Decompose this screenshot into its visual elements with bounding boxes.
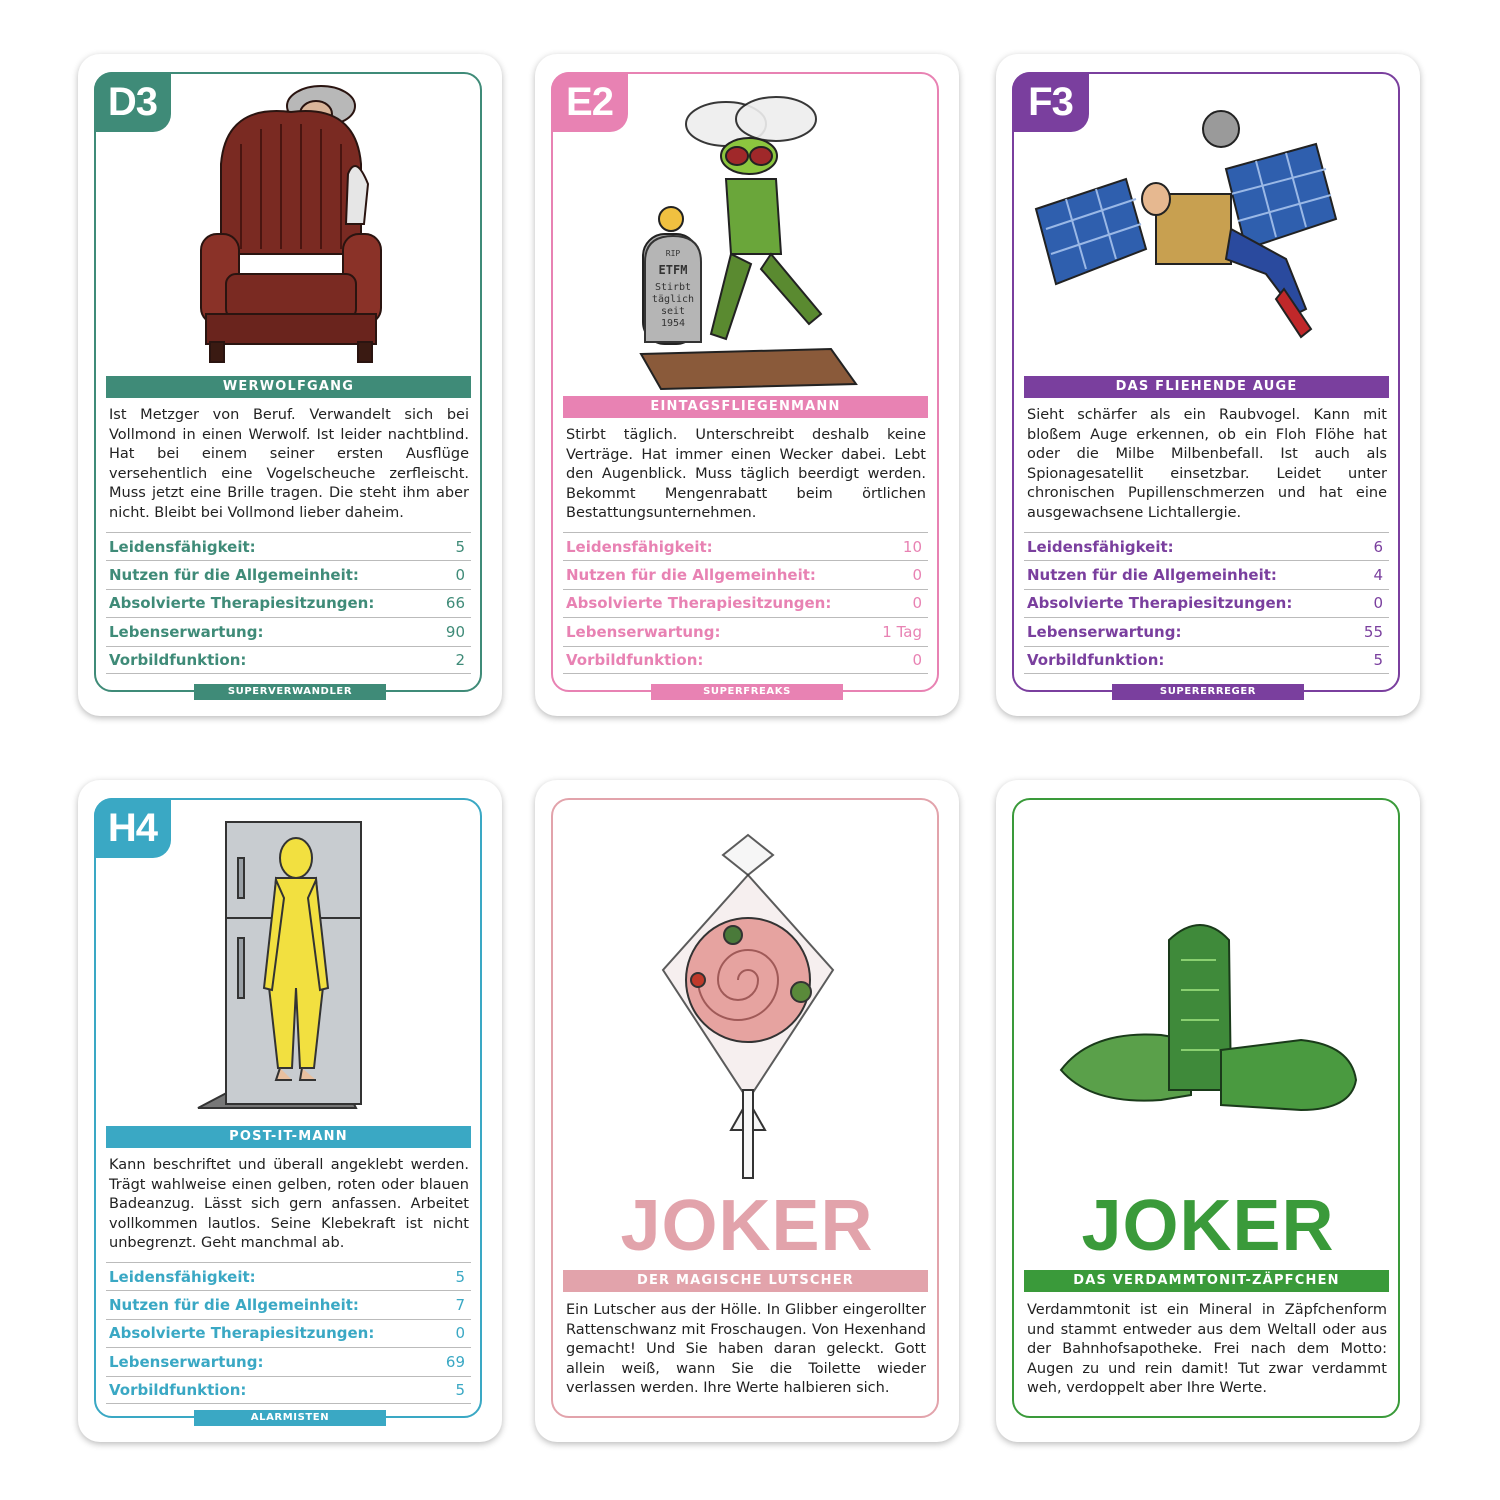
stat-row[interactable] (1024, 560, 1389, 588)
stat-row[interactable] (1024, 646, 1389, 674)
stat-row[interactable] (106, 1262, 471, 1290)
armchair-illustration (196, 84, 386, 364)
stat-row[interactable] (106, 560, 471, 588)
stat-row[interactable] (106, 1347, 471, 1375)
stats-list (563, 532, 928, 674)
category-tag: SUPERFREAKS (651, 684, 843, 700)
stat-label: Lebenserwartung: (109, 1352, 264, 1371)
stat-label: Vorbildfunktion: (1027, 650, 1165, 669)
stat-value: 6 (1373, 537, 1383, 556)
stat-value: 5 (455, 1267, 465, 1286)
card-code-badge: D3 (94, 72, 171, 132)
stat-row[interactable] (1024, 532, 1389, 560)
card-description: Kann beschriftet und überall angeklebt werden. Trägt wahlweise einen gelben, roten oder blauen Badeanzug. Lässt sich gern anfassen. Arbeitet vollkommen lautlos. Seine Klebekraft ist nicht unbegrenzt. Geht manchmal ab. (109, 1157, 469, 1251)
stat-label: Vorbildfunktion: (109, 1380, 247, 1399)
tombstone-line: täglich (651, 294, 695, 305)
stat-label: Lebenserwartung: (109, 622, 264, 641)
stat-value: 5 (455, 537, 465, 556)
stat-value: 1 Tag (882, 622, 922, 641)
suppository-illustration (1051, 920, 1371, 1120)
tombstone-line: Stirbt (654, 282, 692, 293)
stat-label: Absolvierte Therapiesitzungen: (566, 594, 832, 613)
stat-label: Lebenserwartung: (566, 622, 721, 641)
stat-row[interactable] (563, 532, 928, 560)
category-tag: SUPERERREGER (1112, 684, 1304, 700)
card-description: Stirbt täglich. Unterschreibt deshalb keine Verträge. Hat immer einen Wecker dabei. Lebt den Augenblick. Muss täglich beerdigt werden. Bekommt Mengenrabatt beim örtlichen Bestattungsunternehmen. (566, 427, 926, 521)
card-name: POST-IT-MANN (106, 1126, 471, 1148)
stat-row[interactable] (563, 617, 928, 645)
card-joker-suppository[interactable] (996, 780, 1420, 1442)
stat-value: 0 (912, 650, 922, 669)
stat-row[interactable] (106, 589, 471, 617)
tombstone-line: ETFM (658, 263, 688, 277)
stats-list (1024, 532, 1389, 674)
card-description: Verdammtonit ist ein Mineral in Zäpfchenform und stammt entweder aus dem Weltall oder aus der Bahnhofsapotheke. Frei nach dem Motto: Augen zu und rein damit! Tut zwar verdammt weh, verdoppelt aber Ihre Werte. (1027, 1302, 1387, 1396)
card-d3[interactable] (78, 54, 502, 716)
tombstone-line: seit (660, 306, 686, 317)
stat-label: Vorbildfunktion: (109, 650, 247, 669)
stat-value: 5 (455, 1380, 465, 1399)
stat-value: 7 (455, 1296, 465, 1315)
stat-row[interactable] (106, 532, 471, 560)
stat-label: Nutzen für die Allgemeinheit: (1027, 566, 1277, 585)
card-code-badge: F3 (1012, 72, 1089, 132)
stat-value: 69 (445, 1352, 465, 1371)
tombstone (643, 234, 703, 344)
card-name: WERWOLFGANG (106, 376, 471, 398)
card-joker-lollipop[interactable] (535, 780, 959, 1442)
fridge-postit-illustration (196, 818, 376, 1118)
stat-value: 0 (912, 594, 922, 613)
stat-value: 0 (1373, 594, 1383, 613)
satellite-hero-illustration (1026, 109, 1366, 349)
stat-value: 2 (455, 650, 465, 669)
stat-row[interactable] (106, 617, 471, 645)
stat-value: 0 (455, 566, 465, 585)
category-tag: ALARMISTEN (194, 1410, 386, 1426)
card-code-badge: E2 (551, 72, 628, 132)
stat-label: Leidensfähigkeit: (566, 537, 713, 556)
stat-row[interactable] (1024, 589, 1389, 617)
lollipop-illustration (653, 830, 843, 1180)
card-description: Ein Lutscher aus der Hölle. In Glibber eingerollter Rattenschwanz mit Froschaugen. Von Hexenhand gemacht! Und Sie haben daran geleckt. Gott allein weiß, wann Sie die Toilette wieder verlassen werden. Ihre Werte halbieren sich. (566, 1302, 926, 1396)
stat-row[interactable] (563, 560, 928, 588)
stat-row[interactable] (106, 646, 471, 674)
stat-label: Absolvierte Therapiesitzungen: (109, 594, 375, 613)
stat-row[interactable] (106, 1290, 471, 1318)
stat-value: 55 (1363, 622, 1383, 641)
stats-list (106, 1262, 471, 1404)
stat-label: Nutzen für die Allgemeinheit: (566, 566, 816, 585)
stat-label: Leidensfähigkeit: (1027, 537, 1174, 556)
stat-value: 90 (445, 622, 465, 641)
stat-label: Vorbildfunktion: (566, 650, 704, 669)
card-description: Ist Metzger von Beruf. Verwandelt sich bei Vollmond in einen Werwolf. Ist leider nachtblind. Hat bei einem seiner ersten Ausflüge versehentlich eine Vogelscheuche zerfleischt. Muss jetzt eine Brille tragen. Die steht ihm aber nicht. Bleibt bei Vollmond lieber daheim. (109, 407, 469, 521)
stat-value: 0 (912, 566, 922, 585)
tombstone-line: 1954 (660, 318, 686, 329)
tombstone-line: RIP (665, 249, 681, 258)
stat-label: Nutzen für die Allgemeinheit: (109, 1296, 359, 1315)
stat-row[interactable] (106, 1376, 471, 1404)
card-e2[interactable] (535, 54, 959, 716)
stats-list (106, 532, 471, 674)
category-tag: SUPERVERWANDLER (194, 684, 386, 700)
joker-title: JOKER (620, 1186, 874, 1266)
card-h4[interactable] (78, 780, 502, 1442)
stat-row[interactable] (106, 1319, 471, 1347)
stat-value: 5 (1373, 650, 1383, 669)
card-name: DAS FLIEHENDE AUGE (1024, 376, 1389, 398)
stat-row[interactable] (563, 589, 928, 617)
card-code-badge: H4 (94, 798, 171, 858)
joker-title: JOKER (1081, 1186, 1335, 1266)
stat-label: Leidensfähigkeit: (109, 537, 256, 556)
stat-row[interactable] (563, 646, 928, 674)
card-description: Sieht schärfer als ein Raubvogel. Kann mit bloßem Auge erkennen, ob ein Floh Flöhe hat oder die Milbe Milbenbefall. Ist auch als Spionagesatellit einsetzbar. Leidet unter chronischen Pupillenschmerzen und hat eine ausgewachsene Lichtallergie. (1027, 407, 1387, 521)
stat-value: 0 (455, 1324, 465, 1343)
stat-label: Absolvierte Therapiesitzungen: (1027, 594, 1293, 613)
stat-label: Absolvierte Therapiesitzungen: (109, 1324, 375, 1343)
card-f3[interactable] (996, 54, 1420, 716)
stat-value: 4 (1373, 566, 1383, 585)
card-name: DER MAGISCHE LUTSCHER (563, 1270, 928, 1292)
stat-value: 66 (445, 594, 465, 613)
card-name: DAS VERDAMMTONIT-ZÄPFCHEN (1024, 1270, 1389, 1292)
stat-label: Lebenserwartung: (1027, 622, 1182, 641)
stat-label: Nutzen für die Allgemeinheit: (109, 566, 359, 585)
stat-label: Leidensfähigkeit: (109, 1267, 256, 1286)
stat-value: 10 (902, 537, 922, 556)
stat-row[interactable] (1024, 617, 1389, 645)
card-name: EINTAGSFLIEGENMANN (563, 396, 928, 418)
